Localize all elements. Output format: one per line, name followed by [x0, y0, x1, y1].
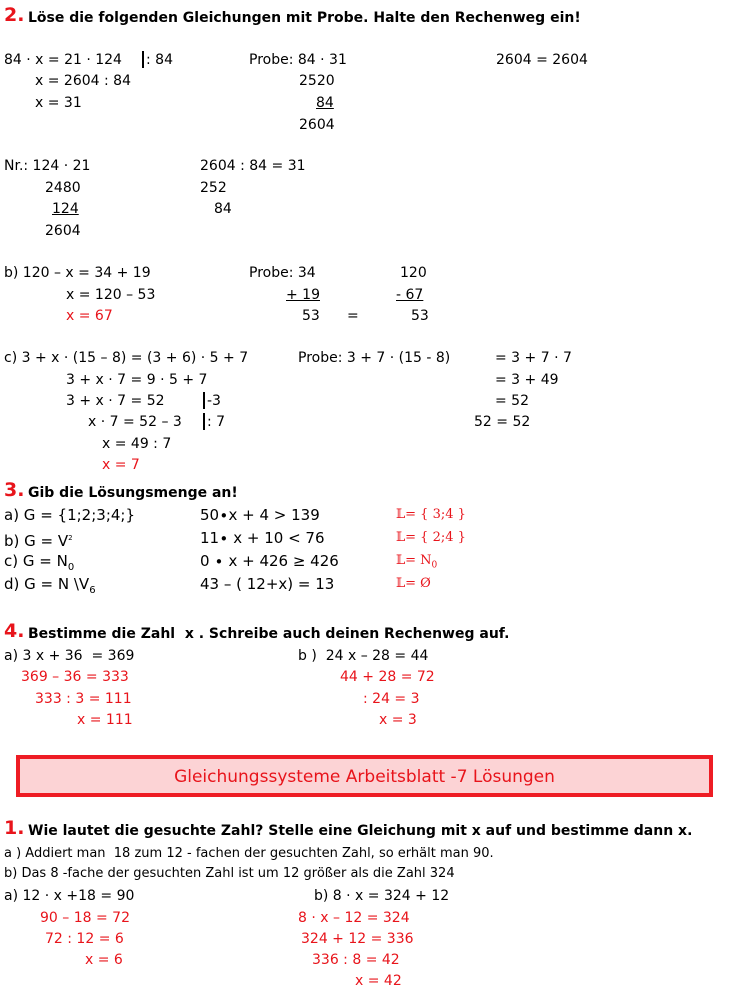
- task4-b-line1: b ) 24 x – 28 = 44: [298, 648, 429, 664]
- probe-a-1: Probe: 84 · 31: [249, 52, 347, 68]
- solution-set-icon: 𝕃: [396, 530, 406, 545]
- nr-line2: 2480: [45, 180, 81, 196]
- div-line2: 252: [200, 180, 227, 196]
- task4-b-line4: x = 3: [379, 712, 417, 728]
- task1-b-line2: 8 · x – 12 = 324: [298, 910, 410, 926]
- probe-b-r1: 120: [400, 265, 427, 281]
- probe-c-4: 52 = 52: [474, 414, 531, 430]
- eq-c-line3: 3 + x · 7 = 52: [66, 393, 165, 409]
- set-a-solution: = { 3;4 }: [405, 507, 466, 522]
- set-d-eq: 43 – ( 12+x) = 13: [200, 575, 335, 593]
- div-line3: 84: [214, 201, 232, 217]
- probe-c-3: = 52: [495, 393, 529, 409]
- probe-a-4: 2604: [299, 117, 335, 133]
- set-c-label: c) G = N: [4, 552, 68, 570]
- set-c-sub: 0: [67, 562, 75, 573]
- eq-b-line3: x = 67: [66, 308, 113, 324]
- task4-b-line3: : 24 = 3: [363, 691, 420, 707]
- set-d-solution: = Ø: [405, 576, 431, 591]
- set-b-solution: = { 2;4 }: [405, 530, 466, 545]
- set-d-label: d) G = N \V: [4, 575, 90, 593]
- probe-b-2: + 19: [286, 287, 320, 303]
- task4-heading: Bestimme die Zahl x . Schreibe auch deinen Rechenweg auf.: [28, 626, 510, 642]
- set-d-sub: 6: [89, 585, 96, 596]
- eq-c-op3: -3: [207, 393, 221, 409]
- task1-b-line3: 324 + 12 = 336: [301, 931, 414, 947]
- task1-b-line5: x = 42: [355, 973, 402, 989]
- set-c-solution: = N: [405, 553, 432, 568]
- probe-b-3: 53: [302, 308, 320, 324]
- solution-set-icon: 𝕃: [396, 553, 406, 568]
- task2-number: 2.: [4, 4, 25, 26]
- task1-heading: Wie lautet die gesuchte Zahl? Stelle eine Gleichung mit x auf und bestimme dann x.: [28, 823, 693, 839]
- probe-c-1: = 3 + 7 · 7: [495, 350, 572, 366]
- nr-line1: Nr.: 124 · 21: [4, 158, 91, 174]
- solution-set-icon: 𝕃: [396, 576, 406, 591]
- probe-c: Probe: 3 + 7 · (15 - 8): [298, 350, 451, 366]
- banner-title: Gleichungssysteme Arbeitsblatt -7 Lösungen: [174, 767, 555, 787]
- task1-line-a: a ) Addiert man 18 zum 12 - fachen der gesuchten Zahl, so erhält man 90.: [4, 846, 494, 861]
- eq-c-line4: x · 7 = 52 – 3: [88, 414, 182, 430]
- nr-line4: 2604: [45, 223, 81, 239]
- probe-b-1: Probe: 34: [249, 265, 316, 281]
- probe-b-r3: 53: [411, 308, 429, 324]
- eq-c-line1: c) 3 + x · (15 – 8) = (3 + 6) · 5 + 7: [4, 350, 249, 366]
- task1-a-line3: 72 : 12 = 6: [45, 931, 124, 947]
- task1-b-line4: 336 : 8 = 42: [312, 952, 400, 968]
- divider-bar: [203, 392, 205, 409]
- task3-number: 3.: [4, 479, 25, 501]
- eq-c-op4: : 7: [207, 414, 226, 430]
- eq-b-line2: x = 120 – 53: [66, 287, 156, 303]
- task1-a-line4: x = 6: [85, 952, 123, 968]
- set-b-label: b) G = V: [4, 532, 69, 550]
- set-b-eq: 11∙ x + 10 < 76: [200, 529, 325, 547]
- probe-a-2: 2520: [299, 73, 335, 89]
- task4-number: 4.: [4, 620, 25, 642]
- task1-number: 1.: [4, 817, 25, 839]
- task1-a-line1: a) 12 · x +18 = 90: [4, 888, 135, 904]
- task2-heading: Löse die folgenden Gleichungen mit Probe. Halte den Rechenweg ein!: [28, 10, 581, 26]
- set-c-eq: 0 ∙ x + 426 ≥ 426: [200, 552, 339, 570]
- eq-b-line1: b) 120 – x = 34 + 19: [4, 265, 151, 281]
- set-b-sub: 2: [68, 534, 73, 542]
- eq-c-line6: x = 7: [102, 457, 140, 473]
- task4-a-line3: 333 : 3 = 111: [35, 691, 132, 707]
- eq-c-line5: x = 49 : 7: [102, 436, 172, 452]
- task1-a-line2: 90 – 18 = 72: [40, 910, 130, 926]
- task4-a-line2: 369 – 36 = 333: [21, 669, 129, 685]
- set-a-label: a) G = {1;2;3;4;}: [4, 506, 136, 524]
- set-a-eq: 50∙x + 4 > 139: [200, 506, 320, 524]
- set-c-solution-sub: 0: [431, 560, 438, 571]
- divider-bar: [142, 51, 144, 68]
- eq-a-line3: x = 31: [35, 95, 82, 111]
- task3-heading: Gib die Lösungsmenge an!: [28, 485, 238, 501]
- section-banner: [16, 755, 713, 797]
- task4-a-line4: x = 111: [77, 712, 133, 728]
- eq-a-line2: x = 2604 : 84: [35, 73, 131, 89]
- eq-a-line1: 84 · x = 21 · 124: [4, 52, 122, 68]
- divider-bar: [203, 413, 205, 430]
- task4-b-line2: 44 + 28 = 72: [340, 669, 435, 685]
- eq-c-line2: 3 + x · 7 = 9 · 5 + 7: [66, 372, 208, 388]
- task1-line-b: b) Das 8 -fache der gesuchten Zahl ist um 12 größer als die Zahl 324: [4, 866, 455, 881]
- probe-a-result: 2604 = 2604: [496, 52, 588, 68]
- eq-a-op1: : 84: [146, 52, 173, 68]
- task4-a-line1: a) 3 x + 36 = 369: [4, 648, 135, 664]
- nr-line3: 124: [52, 201, 79, 217]
- solution-set-icon: 𝕃: [396, 507, 406, 522]
- probe-b-r2: - 67: [396, 287, 424, 303]
- div-line1: 2604 : 84 = 31: [200, 158, 306, 174]
- probe-a-3: 84: [316, 95, 334, 111]
- task1-b-line1: b) 8 · x = 324 + 12: [314, 888, 450, 904]
- probe-b-eq: =: [347, 308, 359, 324]
- probe-c-2: = 3 + 49: [495, 372, 559, 388]
